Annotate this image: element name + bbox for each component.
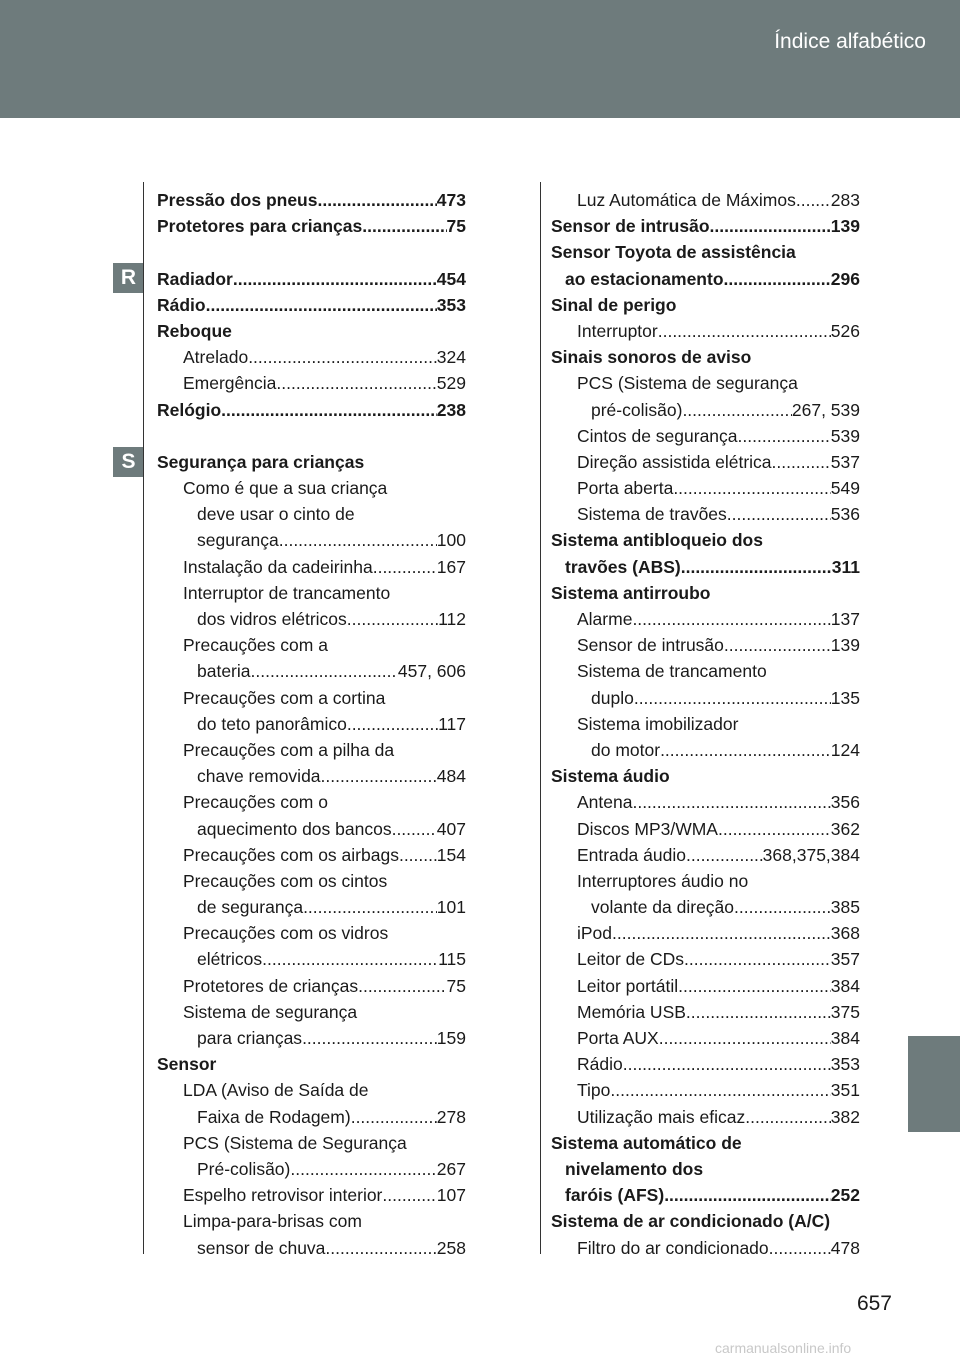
entry-term: do motor	[591, 739, 661, 760]
entry-term: Precauções com os cintos	[183, 870, 388, 891]
entry-term: volante da direção	[591, 897, 735, 918]
index-entry	[551, 1235, 860, 1261]
entry-term: Protetores para crianças	[157, 216, 363, 237]
index-entry	[551, 580, 860, 606]
index-entry	[157, 658, 466, 684]
entry-page-ref: 484	[436, 766, 466, 787]
entry-term: sensor de chuva	[197, 1237, 326, 1258]
entry-page-ref: 357	[830, 949, 860, 970]
page-number: 657	[856, 1292, 892, 1315]
entry-term: de segurança	[197, 897, 304, 918]
index-entry	[551, 868, 860, 894]
index-entry	[157, 946, 466, 972]
index-entry	[551, 606, 860, 632]
index-entry	[551, 370, 860, 396]
entry-term: Protetores de crianças	[183, 975, 359, 996]
entry-term: Precauções com a	[183, 635, 328, 656]
dot-leader	[362, 213, 446, 239]
entry-page-ref: 362	[830, 818, 860, 839]
index-entry	[551, 423, 860, 449]
dot-leader	[382, 1182, 436, 1208]
entry-page-ref: 278	[436, 1106, 466, 1127]
index-entry	[551, 554, 860, 580]
dot-leader	[206, 292, 437, 318]
entry-page-ref: 100	[436, 530, 466, 551]
dot-leader	[262, 946, 438, 972]
index-entry	[551, 737, 860, 763]
entry-term: elétricos	[197, 949, 263, 970]
dot-leader	[673, 475, 830, 501]
dot-leader	[684, 946, 831, 972]
entry-page-ref: 283	[830, 190, 860, 210]
entry-page-ref: 75	[446, 216, 466, 237]
entry-term: Sistema automático de	[551, 1132, 742, 1153]
entry-term: Sistema de travões	[577, 504, 727, 525]
index-entry	[157, 816, 466, 842]
index-entry	[157, 868, 466, 894]
index-entry	[551, 1025, 860, 1051]
dot-leader	[279, 527, 437, 553]
letter-tab-r: R	[113, 263, 144, 293]
index-entry	[551, 475, 860, 501]
entry-page-ref: 238	[436, 399, 466, 420]
entry-page-ref: 267, 539	[791, 399, 860, 420]
entry-term: Sinais sonoros de aviso	[551, 347, 752, 368]
entry-page-ref: 384	[830, 1028, 860, 1048]
index-entry	[157, 449, 466, 475]
dot-leader	[276, 370, 436, 396]
entry-term: Sensor de intrusão	[551, 216, 710, 237]
index-entry	[157, 711, 466, 737]
index-entry	[551, 789, 860, 815]
dot-leader	[664, 1182, 831, 1208]
entry-term: Sistema de segurança	[183, 1001, 358, 1022]
index-entry	[551, 187, 860, 213]
entry-page-ref: 549	[830, 478, 860, 499]
entry-page-ref: 117	[438, 713, 466, 734]
entry-term: Sistema antibloqueio dos	[551, 530, 763, 551]
dot-leader	[251, 658, 398, 684]
index-entry	[551, 292, 860, 318]
entry-page-ref: 353	[436, 294, 466, 315]
entry-page-ref: 137	[830, 609, 860, 629]
dot-leader	[734, 894, 831, 920]
dot-leader	[623, 1051, 831, 1077]
index-entry	[551, 946, 860, 972]
dot-leader	[612, 920, 831, 946]
entry-term: Direção assistida elétrica	[577, 451, 772, 472]
entry-term: Precauções com a pilha da	[183, 739, 395, 760]
index-entry	[551, 920, 860, 946]
index-entry	[551, 318, 860, 344]
index-entry	[157, 973, 466, 999]
entry-page-ref: 478	[830, 1237, 860, 1258]
entry-page-ref: 368,375,384	[762, 844, 860, 865]
index-entry	[551, 397, 860, 423]
index-entry	[551, 658, 860, 684]
entry-term: para crianças	[197, 1028, 303, 1048]
index-entry	[157, 344, 466, 370]
dot-leader	[659, 1025, 831, 1051]
watermark: carmanualsonline.info	[715, 1340, 852, 1356]
dot-leader	[302, 1025, 437, 1051]
page-header	[0, 0, 960, 118]
index-entry	[157, 685, 466, 711]
entry-term: Sistema antirroubo	[551, 582, 711, 603]
entry-term: duplo	[591, 687, 634, 708]
dot-leader	[724, 266, 831, 292]
entry-term: nivelamento dos	[565, 1158, 704, 1179]
entry-page-ref: 75	[446, 975, 466, 996]
index-entry	[551, 632, 860, 658]
index-entry	[157, 894, 466, 920]
entry-term: PCS (Sistema de segurança	[577, 373, 798, 394]
entry-term: Filtro do ar condicionado	[577, 1237, 769, 1258]
entry-page-ref: 351	[830, 1080, 860, 1101]
dot-leader	[358, 973, 446, 999]
entry-term: Antena	[577, 792, 633, 813]
dot-leader	[373, 554, 437, 580]
index-entry	[551, 973, 860, 999]
entry-term: Porta AUX	[577, 1028, 659, 1048]
entry-page-ref: 368	[830, 923, 860, 944]
entry-page-ref: 529	[436, 373, 466, 394]
index-entry	[157, 632, 466, 658]
index-entry	[157, 475, 466, 501]
dot-leader	[351, 1104, 437, 1130]
entry-term: Segurança para crianças	[157, 451, 365, 472]
entry-term: Precauções com os airbags	[183, 844, 399, 865]
entry-page-ref: 124	[830, 739, 860, 760]
entry-page-ref: 167	[436, 556, 466, 577]
entry-term: Interruptor	[577, 320, 658, 341]
entry-term: bateria	[197, 661, 251, 682]
dot-leader	[681, 554, 832, 580]
index-entry	[551, 213, 860, 239]
dot-leader	[317, 187, 436, 213]
entry-term: aquecimento dos bancos	[197, 818, 392, 839]
dot-leader	[686, 999, 831, 1025]
index-entry	[551, 1208, 860, 1234]
entry-term: ao estacionamento	[565, 268, 724, 289]
dot-leader	[727, 501, 831, 527]
entry-term: Relógio	[157, 399, 222, 420]
dot-leader	[233, 266, 437, 292]
dot-leader	[248, 344, 437, 370]
dot-leader	[682, 397, 791, 423]
entry-term: Alarme	[577, 609, 633, 629]
index-entry	[157, 1182, 466, 1208]
index-column-left	[157, 187, 466, 1261]
entry-page-ref: 375	[830, 1001, 860, 1022]
index-entry	[157, 606, 466, 632]
index-entry	[551, 816, 860, 842]
dot-leader	[658, 318, 831, 344]
entry-page-ref: 356	[830, 792, 860, 813]
entry-term: Leitor portátil	[577, 975, 679, 996]
dot-leader	[610, 1077, 830, 1103]
entry-page-ref: 139	[830, 635, 860, 656]
entry-term: chave removida	[197, 766, 321, 787]
entry-page-ref: 407	[436, 818, 466, 839]
entry-term: Memória USB	[577, 1001, 686, 1022]
index-entry	[157, 501, 466, 527]
index-entry	[157, 527, 466, 553]
index-entry	[157, 1156, 466, 1182]
dot-leader	[710, 213, 831, 239]
entry-page-ref: 267	[436, 1158, 466, 1179]
index-entry	[157, 554, 466, 580]
index-entry	[551, 1130, 860, 1156]
blank-line	[157, 239, 466, 265]
dot-leader	[738, 423, 831, 449]
entry-page-ref: 324	[436, 347, 466, 368]
entry-page-ref: 537	[830, 451, 860, 472]
entry-term: Cintos de segurança	[577, 425, 738, 446]
entry-term: Utilização mais eficaz	[577, 1106, 746, 1127]
index-entry	[551, 344, 860, 370]
index-entry	[157, 318, 466, 344]
index-entry	[551, 999, 860, 1025]
entry-term: Luz Automática de Máximos	[577, 190, 796, 210]
index-entry	[551, 842, 860, 868]
index-entry	[157, 1235, 466, 1261]
index-entry	[551, 239, 860, 265]
entry-page-ref: 258	[436, 1237, 466, 1258]
entry-term: PCS (Sistema de Segurança	[183, 1132, 407, 1153]
dot-leader	[686, 842, 763, 868]
dot-leader	[347, 711, 438, 737]
entry-page-ref: 353	[830, 1054, 860, 1075]
entry-page-ref: 311	[831, 556, 860, 577]
index-entry	[157, 397, 466, 423]
entry-page-ref: 154	[436, 844, 466, 865]
dot-leader	[772, 449, 831, 475]
entry-page-ref: 296	[830, 268, 860, 289]
entry-term: Leitor de CDs	[577, 949, 684, 970]
index-entry	[157, 1025, 466, 1051]
entry-term: travões (ABS)	[565, 556, 681, 577]
entry-page-ref: 384	[830, 975, 860, 996]
entry-page-ref: 539	[830, 425, 860, 446]
entry-term: Precauções com a cortina	[183, 687, 386, 708]
entry-term: Discos MP3/WMA	[577, 818, 718, 839]
side-thumb-tab	[908, 1036, 960, 1132]
dot-leader	[718, 816, 831, 842]
index-column-right	[551, 187, 860, 1261]
index-entry	[157, 1077, 466, 1103]
dot-leader	[724, 632, 831, 658]
entry-term: Atrelado	[183, 347, 249, 368]
entry-term: Pré-colisão)	[197, 1158, 291, 1179]
index-entry	[551, 527, 860, 553]
entry-page-ref: 457, 606	[397, 661, 466, 682]
dot-leader	[347, 606, 438, 632]
entry-page-ref: 473	[436, 190, 466, 210]
entry-term: Radiador	[157, 268, 233, 289]
entry-term: Sistema áudio	[551, 766, 670, 787]
entry-term: pré-colisão)	[591, 399, 683, 420]
index-entry	[157, 920, 466, 946]
entry-term: Sensor Toyota de assistência	[551, 242, 796, 263]
dot-leader	[632, 789, 830, 815]
dot-leader	[660, 737, 831, 763]
entry-term: Como é que a sua criança	[183, 478, 388, 499]
entry-term: Sensor	[157, 1054, 217, 1075]
entry-term: Precauções com o	[183, 792, 328, 813]
index-entry	[551, 894, 860, 920]
dot-leader	[303, 894, 437, 920]
index-entry	[551, 1156, 860, 1182]
entry-page-ref: 382	[830, 1106, 860, 1127]
entry-term: Reboque	[157, 320, 232, 341]
entry-page-ref: 112	[438, 609, 466, 629]
entry-term: deve usar o cinto de	[197, 504, 355, 525]
entry-term: Sistema de trancamento	[577, 661, 767, 682]
index-entry	[551, 763, 860, 789]
index-entry	[551, 685, 860, 711]
entry-term: Tipo	[577, 1080, 611, 1101]
entry-term: Sistema de ar condicionado (A/C)	[551, 1211, 831, 1232]
index-entry	[551, 501, 860, 527]
entry-term: Rádio	[157, 294, 206, 315]
index-entry	[157, 292, 466, 318]
entry-term: iPod	[577, 923, 613, 944]
index-entry	[157, 266, 466, 292]
entry-term: faróis (AFS)	[565, 1185, 665, 1206]
entry-term: Pressão dos pneus	[157, 190, 318, 210]
blank-line	[157, 423, 466, 449]
entry-page-ref: 139	[830, 216, 860, 237]
index-entry	[157, 187, 466, 213]
index-entry	[551, 266, 860, 292]
index-entry	[551, 711, 860, 737]
dot-leader	[325, 1235, 436, 1261]
entry-term: Sinal de perigo	[551, 294, 677, 315]
entry-page-ref: 135	[830, 687, 860, 708]
header-title: Índice alfabético	[774, 30, 926, 53]
entry-page-ref: 252	[830, 1185, 860, 1206]
dot-leader	[221, 397, 437, 423]
letter-tab-s: S	[113, 447, 144, 477]
entry-term: Sistema imobilizador	[577, 713, 739, 734]
entry-page-ref: 159	[436, 1028, 466, 1048]
entry-term: segurança	[197, 530, 279, 551]
entry-term: Limpa-para-brisas com	[183, 1211, 362, 1232]
entry-page-ref: 101	[436, 897, 466, 918]
index-entry	[551, 1077, 860, 1103]
entry-term: Instalação da cadeirinha	[183, 556, 373, 577]
dot-leader	[321, 763, 437, 789]
entry-term: Precauções com os vidros	[183, 923, 389, 944]
entry-page-ref: 454	[436, 268, 466, 289]
entry-term: LDA (Aviso de Saída de	[183, 1080, 369, 1101]
entry-term: Rádio	[577, 1054, 623, 1075]
index-entry	[157, 370, 466, 396]
entry-term: Porta aberta	[577, 478, 674, 499]
column-divider-middle	[540, 182, 541, 1254]
index-entry	[551, 449, 860, 475]
index-entry	[551, 1104, 860, 1130]
index-entry	[157, 1051, 466, 1077]
entry-page-ref: 115	[438, 949, 466, 970]
dot-leader	[745, 1104, 831, 1130]
column-divider-left	[143, 182, 144, 1254]
dot-leader	[399, 842, 437, 868]
index-entry	[157, 763, 466, 789]
entry-term: Espelho retrovisor interior	[183, 1185, 383, 1206]
dot-leader	[290, 1156, 436, 1182]
index-entry	[157, 737, 466, 763]
entry-page-ref: 385	[830, 897, 860, 918]
entry-term: Interruptor de trancamento	[183, 582, 391, 603]
entry-page-ref: 526	[830, 320, 860, 341]
entry-term: Sensor de intrusão	[577, 635, 724, 656]
dot-leader	[632, 606, 830, 632]
dot-leader	[769, 1235, 831, 1261]
index-entry	[551, 1051, 860, 1077]
entry-term: Emergência	[183, 373, 277, 394]
entry-term: Faixa de Rodagem)	[197, 1106, 351, 1127]
index-entry	[551, 1182, 860, 1208]
entry-term: dos vidros elétricos	[197, 609, 347, 629]
entry-term: Entrada áudio	[577, 844, 686, 865]
index-entry	[157, 1104, 466, 1130]
dot-leader	[796, 187, 831, 213]
index-entry	[157, 789, 466, 815]
entry-page-ref: 107	[436, 1185, 466, 1206]
dot-leader	[634, 685, 831, 711]
index-entry	[157, 213, 466, 239]
entry-term: do teto panorâmico	[197, 713, 347, 734]
index-entry	[157, 999, 466, 1025]
entry-page-ref: 536	[830, 504, 860, 525]
dot-leader	[392, 816, 437, 842]
entry-term: Interruptores áudio no	[577, 870, 749, 891]
index-entry	[157, 1130, 466, 1156]
index-entry	[157, 580, 466, 606]
index-entry	[157, 842, 466, 868]
dot-leader	[678, 973, 831, 999]
index-entry	[157, 1208, 466, 1234]
